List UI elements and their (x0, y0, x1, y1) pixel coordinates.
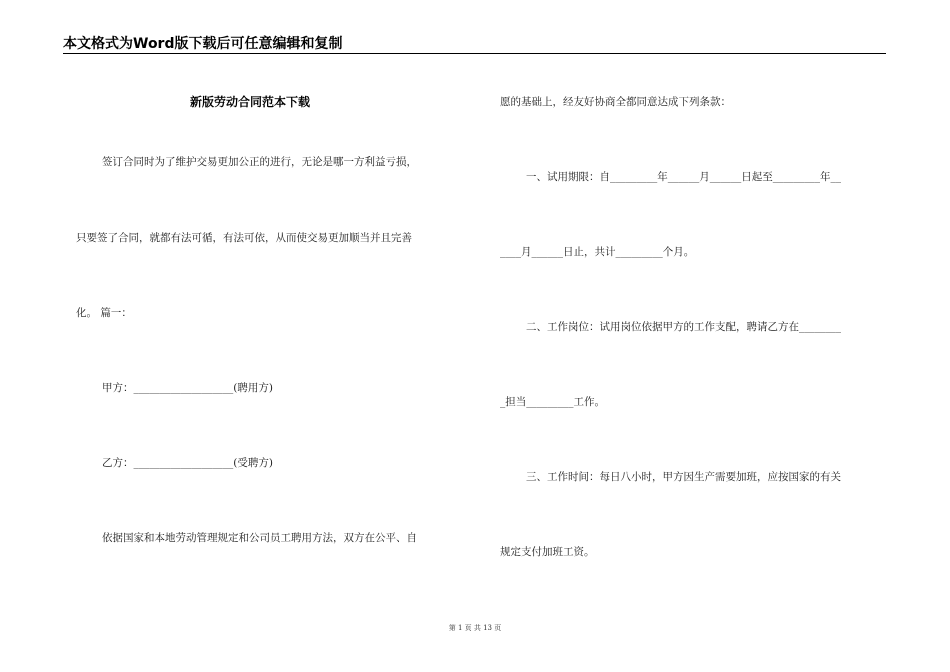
paragraph-line: 化。 篇一： (76, 307, 132, 319)
clause-line: ____月______日止，共计_________个月。 (500, 246, 695, 258)
header-text: 本文格式为Word版下载后可任意编辑和复制 (63, 36, 343, 52)
clause-line: 一、试用期限：自_________年______月______日起至_________年__ (526, 171, 841, 183)
document-title: 新版劳动合同范本下载 (190, 95, 311, 109)
clause-line: 三、工作时间：每日八小时，甲方因生产需要加班，应按国家的有关 (526, 471, 841, 483)
party-a-line: 甲方：___________________(聘用方) (102, 382, 273, 394)
paragraph-line: 只要签了合同，就都有法可循，有法可依，从而使交易更加顺当并且完善 (76, 232, 412, 244)
paragraph-line: 愿的基础上，经友好协商全都同意达成下列条款： (500, 96, 731, 108)
clause-line: _担当_________工作。 (500, 396, 605, 408)
page-header (63, 33, 886, 54)
party-b-line: 乙方：___________________(受聘方) (102, 457, 273, 469)
paragraph-line: 签订合同时为了维护交易更加公正的进行，无论是哪一方利益亏损， (102, 156, 417, 168)
paragraph-line: 依据国家和本地劳动管理规定和公司员工聘用方法，双方在公平、自 (102, 532, 417, 544)
page-footer: 第 1 页 共 13 页 (448, 624, 502, 632)
clause-line: 二、工作岗位：试用岗位依据甲方的工作支配，聘请乙方在________ (526, 321, 841, 333)
clause-line: 规定支付加班工资。 (500, 546, 595, 558)
